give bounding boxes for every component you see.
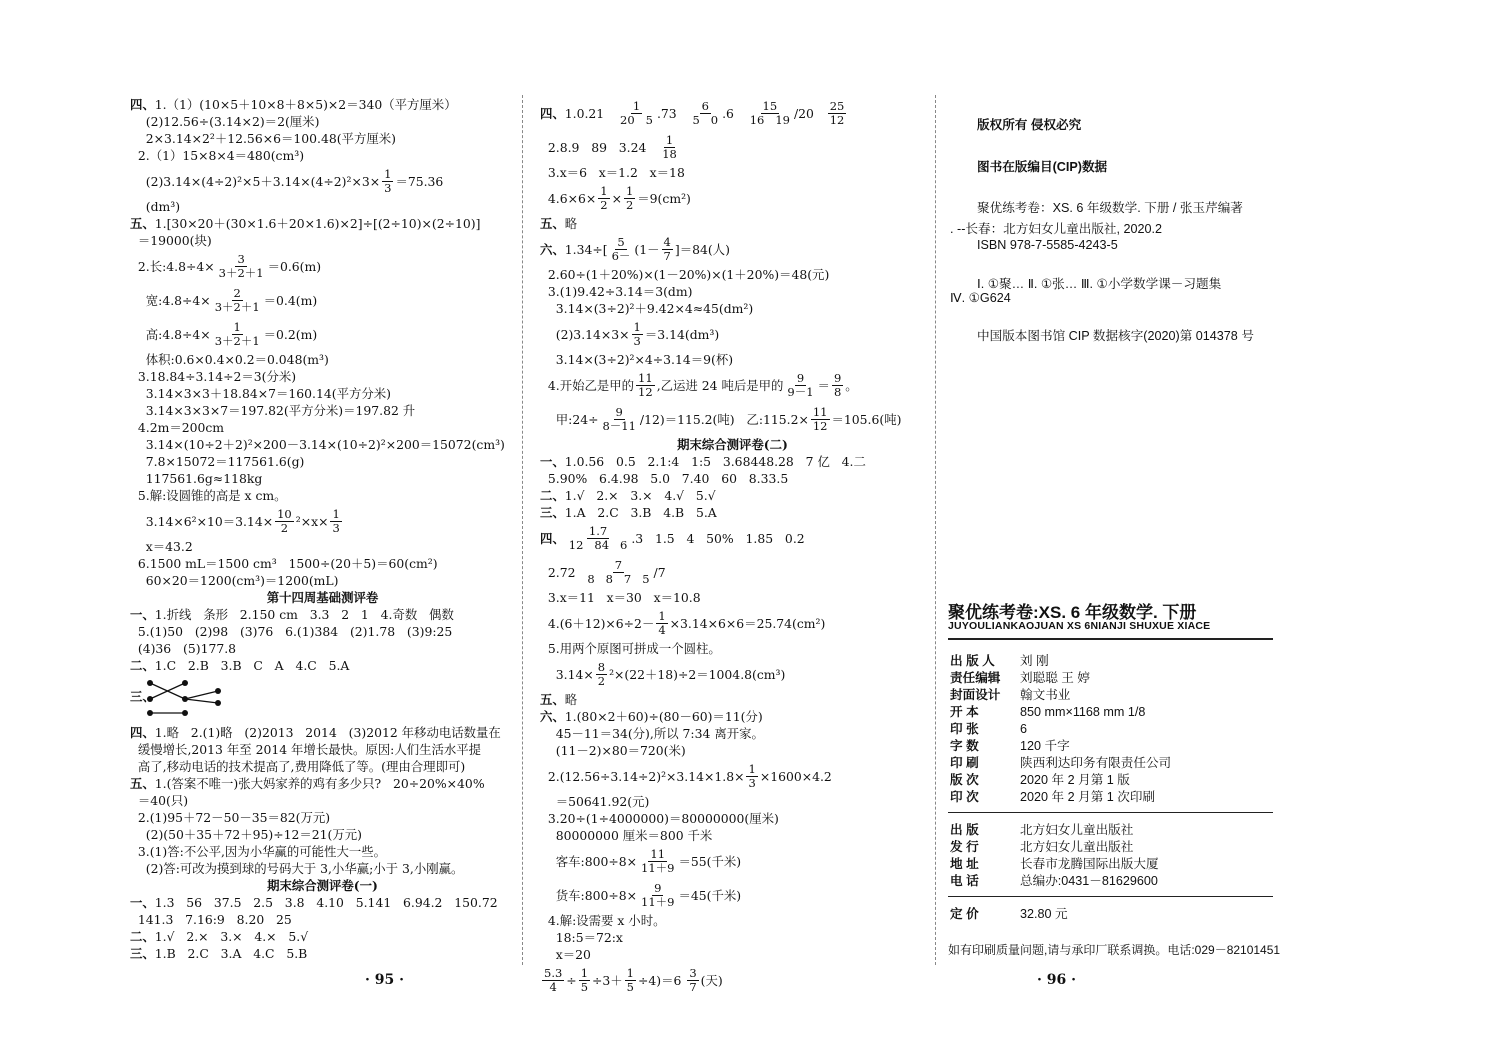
answer-column-right (540, 96, 925, 997)
answer-line: 3.14×6²×10＝3.14× $\frac{10}{2}$ ²×x× $\frac{1}{3}$ (130, 506, 340, 535)
price-row (950, 906, 1068, 923)
answer-line: 体积:0.6×0.4×0.2＝0.048(m³) (130, 352, 329, 367)
fraction: $\frac{9}{8}$ (833, 370, 842, 399)
info-key: 发 行 (950, 840, 979, 854)
answer-line: 四、 $\frac{1.7}{12 84 6}$ .3 1.5 4 50% 1.85 0.2 (540, 523, 805, 552)
quality-footer: 如有印刷质量问题,请与承印厂联系调换。电话:029－82101451 (948, 943, 1281, 957)
info-value: 2020 年 2 月第 1 次印刷 (1020, 790, 1156, 804)
column-divider (522, 95, 523, 965)
cip-number: 中国版本图书馆 CIP 数据核字(2020)第 014378 号 (977, 329, 1254, 343)
info-key: 开 本 (950, 705, 979, 719)
answer-line: 一、1.0.56 0.5 2.1:4 1:5 3.68448.28 7 亿 4.二 (540, 454, 866, 469)
page-number-right: · 96 · (1037, 972, 1076, 988)
info-key: 责任编辑 (950, 671, 1001, 685)
info-key: 版 次 (950, 773, 979, 787)
info-value: 长春市龙腾国际出版大厦 (1020, 857, 1159, 871)
answer-line: 6.1500 mL＝1500 cm³ 1500÷(20＋5)＝60(cm²) (130, 556, 438, 571)
classification-line-1: Ⅰ. ①聚… Ⅱ. ①张… Ⅲ. ①小学数学课－习题集 (977, 277, 1222, 291)
title-rule (948, 638, 1273, 640)
fraction: $\frac{7}{8 8 7 5}$ (587, 557, 650, 586)
answer-line: ＝40(只) (130, 793, 189, 808)
info-row (950, 738, 1171, 755)
answer-line: 4.(6＋12)×6÷2－ $\frac{1}{4}$ ×3.14×6×6＝25.74(cm²) (540, 608, 826, 637)
answer-line: 一、1.折线 条形 2.150 cm 3.3 2 1 4.奇数 偶数 (130, 607, 454, 622)
info-value: 总编办:0431－81629600 (1020, 874, 1158, 888)
answer-line: 3.18.84÷3.14÷2＝3(分米) (130, 369, 297, 384)
answer-line: 高:4.8÷4× $\frac{1}{3+2+1}$ ＝0.2(m) (130, 319, 318, 348)
answer-line: 60×20＝1200(cm³)＝1200(mL) (130, 573, 339, 588)
fraction: $\frac{1}{3+2+1}$ (214, 319, 260, 348)
answer-line: 2.(1)95＋72－50－35＝82(万元) (130, 810, 331, 825)
fraction: $\frac{11}{12}$ (812, 404, 828, 433)
answer-line: 3.(1)9.42÷3.14＝3(dm) (540, 284, 693, 299)
fraction: $\frac{5.3}{4}$ (544, 965, 563, 994)
answer-line: (11－2)×80＝720(米) (540, 743, 686, 758)
fraction: $\frac{3}{3+2+1}$ (218, 251, 264, 280)
answer-line: 2.长:4.8÷4× $\frac{3}{3+2+1}$ ＝0.6(m) (130, 251, 322, 280)
book-pinyin: JUYOULIANKAOJUAN XS 6NIANJI SHUXUE XIACE (948, 620, 1211, 632)
answer-line: 五、1.(答案不唯一)张大妈家养的鸡有多少只? 20÷20%×40% (130, 776, 485, 791)
fraction: $\frac{1}{3}$ (748, 761, 756, 790)
answer-line: x＝20 (540, 947, 591, 962)
answer-line: (2)3.14×3× $\frac{1}{3}$ ＝3.14(dm³) (540, 319, 720, 348)
info-key: 印 次 (950, 790, 979, 804)
info-key: 印 张 (950, 722, 979, 736)
info-key: 出 版 人 (950, 654, 995, 668)
fraction: $\frac{1.7}{12 84 6}$ (568, 523, 628, 552)
answer-line: 缓慢增长,2013 年至 2014 年增长最快。原因:人们生活水平提 (130, 742, 482, 757)
answer-line: 4.开始乙是甲的 $\frac{11}{12}$ ,乙运进 24 吨后是甲的 $\frac{9}{9-1}$ ＝ $\frac{9}{8}$ 。 (540, 370, 858, 399)
info-row (950, 670, 1171, 687)
answer-line: 宽:4.8÷4× $\frac{2}{3+2+1}$ ＝0.4(m) (130, 285, 318, 314)
price-key: 定 价 (950, 907, 979, 921)
fraction: $\frac{1}{3}$ (384, 166, 392, 195)
answer-line: 3.14×(3÷2)²×4÷3.14＝9(杯) (540, 352, 734, 367)
info-value: 刘 刚 (1020, 654, 1049, 668)
fraction: $\frac{6}{5 0}$ (692, 98, 719, 127)
fraction: $\frac{1}{20 5}$ (620, 98, 653, 127)
answer-column-left (130, 96, 515, 962)
answer-line: 二、1.√ 2.× 3.× 4.× 5.√ (130, 929, 309, 944)
answer-line: 三、1.A 2.C 3.B 4.B 5.A (540, 505, 717, 520)
answer-line: 三、1.B 2.C 3.A 4.C 5.B (130, 946, 308, 961)
info-row (950, 755, 1171, 772)
info-row (950, 687, 1171, 704)
answer-line: (2)答:可改为摸到球的号码大于 3,小华赢;小于 3,小刚赢。 (130, 861, 464, 876)
page-number-left: · 95 · (365, 972, 404, 988)
fraction: $\frac{9}{8-11}$ (602, 404, 636, 433)
answer-line: 四、1.略 2.(1)略 (2)2013 2014 (3)2012 年移动电话数量在 (130, 725, 501, 740)
answer-line: 四、1.（1）(10×5＋10×8＋8×5)×2＝340（平方厘米） (130, 97, 457, 112)
fraction: $\frac{1}{2}$ (625, 183, 634, 212)
answer-line: (2)3.14×(4÷2)²×5＋3.14×(4÷2)²×3× $\frac{1}{3}$ ＝75.36 (130, 166, 444, 195)
cip-title: 图书在版编目(CIP)数据 (977, 160, 1108, 174)
fraction: $\frac{9}{9-1}$ (787, 370, 814, 399)
answer-line: 客车:800÷8× $\frac{11}{11+9}$ ＝55(千米) (540, 846, 742, 875)
answer-line: 4.解:设需要 x 小时。 (540, 913, 666, 928)
answer-line: 5.90% 6.4.98 5.0 7.40 60 8.33.5 (540, 471, 789, 486)
answer-line: (4)36 (5)177.8 (130, 641, 237, 656)
answer-line: (2)12.56÷(3.14×2)＝2(厘米) (130, 114, 320, 129)
fraction: $\frac{2}{3+2+1}$ (214, 285, 260, 314)
fraction: $\frac{1}{5}$ (580, 965, 589, 994)
answer-line: 4.6×6× $\frac{1}{2}$ × $\frac{1}{2}$ ＝9(cm²) (540, 183, 691, 212)
info-row (950, 839, 1159, 856)
fraction: $\frac{3}{7}$ (689, 965, 697, 994)
answer-line: 3.14× $\frac{8}{2}$ ²×(22＋18)÷2＝1004.8(cm³) (540, 659, 786, 688)
info-rule-1 (948, 812, 1273, 813)
answer-line: 五、1.[30×20＋(30×1.6＋20×1.6)×2]÷[(2÷10)×(2÷10)] (130, 216, 481, 231)
section-title-final2: 期末综合测评卷(二) (677, 437, 788, 452)
answer-line: (2)(50＋35＋72＋95)÷12＝21(万元) (130, 827, 362, 842)
fraction: $\frac{10}{2}$ (277, 506, 292, 535)
section-title-final1: 期末综合测评卷(一) (267, 878, 378, 893)
answer-line: 2.8.9 89 3.24 $\frac{1}{18}$ (540, 132, 677, 161)
info-row (950, 873, 1159, 890)
info-value: 翰文书业 (1020, 688, 1071, 702)
cip-line-1: 聚优练考卷：XS. 6 年级数学. 下册 / 张玉芹编著 (977, 201, 1243, 215)
info-value: 2020 年 2 月第 1 版 (1020, 773, 1130, 787)
answer-line: 4.2m＝200cm (130, 420, 225, 435)
answer-line: 18:5＝72:x (540, 930, 623, 945)
fraction: $\frac{1}{2}$ (600, 183, 608, 212)
answer-line: 2×3.14×2²＋12.56×6＝100.48(平方厘米) (130, 131, 396, 146)
answer-line: 80000000 厘米＝800 千米 (540, 828, 713, 843)
info-key: 出 版 (950, 823, 979, 837)
fraction: $\frac{5}{6-}$ (611, 234, 631, 263)
answer-line: 3.14×3×3×7＝197.82(平方分米)＝197.82 升 (130, 403, 416, 418)
answer-line: 四、 1.0.21 $\frac{1}{20 5}$ .73 $\frac{6}{5 0}$ .6 $\frac{15}{16 19}$ /20 $\frac{25}{12}$ (540, 98, 845, 127)
answer-line: 二、1.√ 2.× 3.× 4.√ 5.√ (540, 488, 716, 503)
answer-line: 3.14×3×3＋18.84×7＝160.14(平方分米) (130, 386, 391, 401)
answer-line: 六、 1.34÷[ $\frac{5}{6-}$ (1－ $\frac{4}{7}$ ]＝84(人) (540, 234, 730, 263)
answer-line: 7.8×15072＝117561.6(g) (130, 454, 305, 469)
answer-line: 3.(1)答:不公平,因为小华赢的可能性大一些。 (130, 844, 387, 859)
publication-info (950, 653, 1171, 806)
info-value: 北方妇女儿童出版社 (1020, 823, 1134, 837)
matching-diagram (130, 673, 230, 723)
cip-line-3: ISBN 978-7-5585-4243-5 (977, 238, 1118, 252)
answer-line: 五、略 (540, 216, 578, 231)
fraction: $\frac{8}{2}$ (597, 659, 606, 688)
answer-line: $\frac{5.3}{4}$ ÷ $\frac{1}{5}$ ÷3＋ $\frac{1}{5}$ ÷4)＝6 $\frac{3}{7}$ (天) (544, 965, 723, 994)
answer-line: 2.（1）15×8×4＝480(cm³) (130, 148, 305, 163)
info-row (950, 822, 1159, 839)
fraction: $\frac{1}{3}$ (332, 506, 340, 535)
fraction: $\frac{11}{11+9}$ (641, 846, 675, 875)
answer-line: ＝19000(块) (130, 233, 212, 248)
fraction: $\frac{1}{3}$ (633, 319, 641, 348)
answer-line: 117561.6g≈118kg (130, 471, 263, 486)
info-row (950, 704, 1171, 721)
answer-line: 141.3 7.16:9 8.20 25 (130, 912, 292, 927)
answer-line: 3.14×(3÷2)²＋9.42×4≈45(dm²) (540, 301, 754, 316)
rights-notice: 版权所有 侵权必究 (977, 118, 1082, 132)
san-label: 三、 (130, 689, 155, 704)
info-key: 地 址 (950, 857, 979, 871)
info-key: 封面设计 (950, 688, 1001, 702)
answer-line: 2.(12.56÷3.14÷2)²×3.14×1.8× $\frac{1}{3}$ ×1600×4.2 (540, 761, 832, 790)
info-rule-2 (948, 896, 1273, 897)
page-divider (935, 95, 936, 965)
answer-line: 二、1.C 2.B 3.B C A 4.C 5.A (130, 658, 350, 673)
answer-line: 5.(1)50 (2)98 (3)76 6.(1)384 (2)1.78 (3)9:25 (130, 624, 453, 639)
fraction: $\frac{15}{16 19}$ (749, 98, 790, 127)
answer-line: 3.20÷(1÷4000000)＝80000000(厘米) (540, 811, 779, 826)
info-value: 陕西利达印务有限责任公司 (1020, 756, 1172, 770)
answer-line: ＝50641.92(元) (540, 794, 650, 809)
info-key: 字 数 (950, 739, 979, 753)
info-row (950, 856, 1159, 873)
answer-line: 3.14×(10÷2＋2)²×200－3.14×(10÷2)²×200＝15072(cm³) (130, 437, 505, 452)
info-value: 6 (1020, 722, 1028, 736)
price-value: 32.80 元 (1020, 907, 1068, 921)
info-row (950, 772, 1171, 789)
publisher-info (950, 822, 1159, 890)
answer-line: 5.解:设圆锥的高是 x cm。 (130, 488, 287, 503)
answer-line: 五、略 (540, 692, 578, 707)
answer-line: 3.x＝11 x＝30 x＝10.8 (540, 590, 701, 605)
fraction: $\frac{1}{5}$ (626, 965, 634, 994)
info-key: 印 刷 (950, 756, 979, 770)
fraction: $\frac{4}{7}$ (663, 234, 671, 263)
answer-line: 45－11＝34(分),所以 7:34 离开家。 (540, 726, 764, 741)
answer-line: 2.60÷(1＋20%)×(1－20%)×(1＋20%)＝48(元) (540, 267, 830, 282)
info-row (950, 653, 1171, 670)
answer-line: 5.用两个原图可拼成一个圆柱。 (540, 641, 721, 656)
info-value: 850 mm×1168 mm 1/8 (1020, 705, 1146, 719)
answer-line: 一、1.3 56 37.5 2.5 3.8 4.10 5.141 6.94.2 150.72 (130, 895, 498, 910)
answer-line: 2.72 $\frac{7}{8 8 7 5}$ /7 (540, 557, 666, 586)
info-key: 电 话 (950, 874, 979, 888)
info-value: 120 千字 (1020, 739, 1070, 753)
answer-line: (dm³) (130, 199, 181, 214)
answer-line: 货车:800÷8× $\frac{9}{11+9}$ ＝45(千米) (540, 880, 742, 909)
answer-line: 高了,移动电话的技术提高了,费用降低了等。(理由合理即可) (130, 759, 466, 774)
fraction: $\frac{25}{12}$ (829, 98, 845, 127)
book-title: 聚优练考卷:XS. 6 年级数学. 下册 (948, 603, 1197, 622)
section-title-week14: 第十四周基础测评卷 (266, 590, 379, 605)
cip-line-2: . --长春：北方妇女儿童出版社, 2020.2 (950, 222, 1163, 236)
classification-line-2: Ⅳ. ①G624 (950, 291, 1011, 305)
answer-line: 3.x＝6 x＝1.2 x＝18 (540, 165, 685, 180)
info-row (950, 721, 1171, 738)
info-value: 刘聪聪 王 婷 (1020, 671, 1090, 685)
fraction: $\frac{1}{4}$ (658, 608, 666, 637)
fraction: $\frac{1}{18}$ (662, 132, 677, 161)
fraction: $\frac{11}{12}$ (638, 370, 653, 399)
answer-line: 六、1.(80×2＋60)÷(80－60)＝11(分) (540, 709, 763, 724)
answer-line: x＝43.2 (130, 539, 193, 554)
fraction: $\frac{9}{11+9}$ (641, 880, 675, 909)
answer-line: 甲:24÷ $\frac{9}{8-11}$ /12)＝115.2(吨) 乙:115.2× $\frac{11}{12}$ ＝105.6(吨) (540, 404, 902, 433)
info-row (950, 789, 1171, 806)
info-value: 北方妇女儿童出版社 (1020, 840, 1134, 854)
